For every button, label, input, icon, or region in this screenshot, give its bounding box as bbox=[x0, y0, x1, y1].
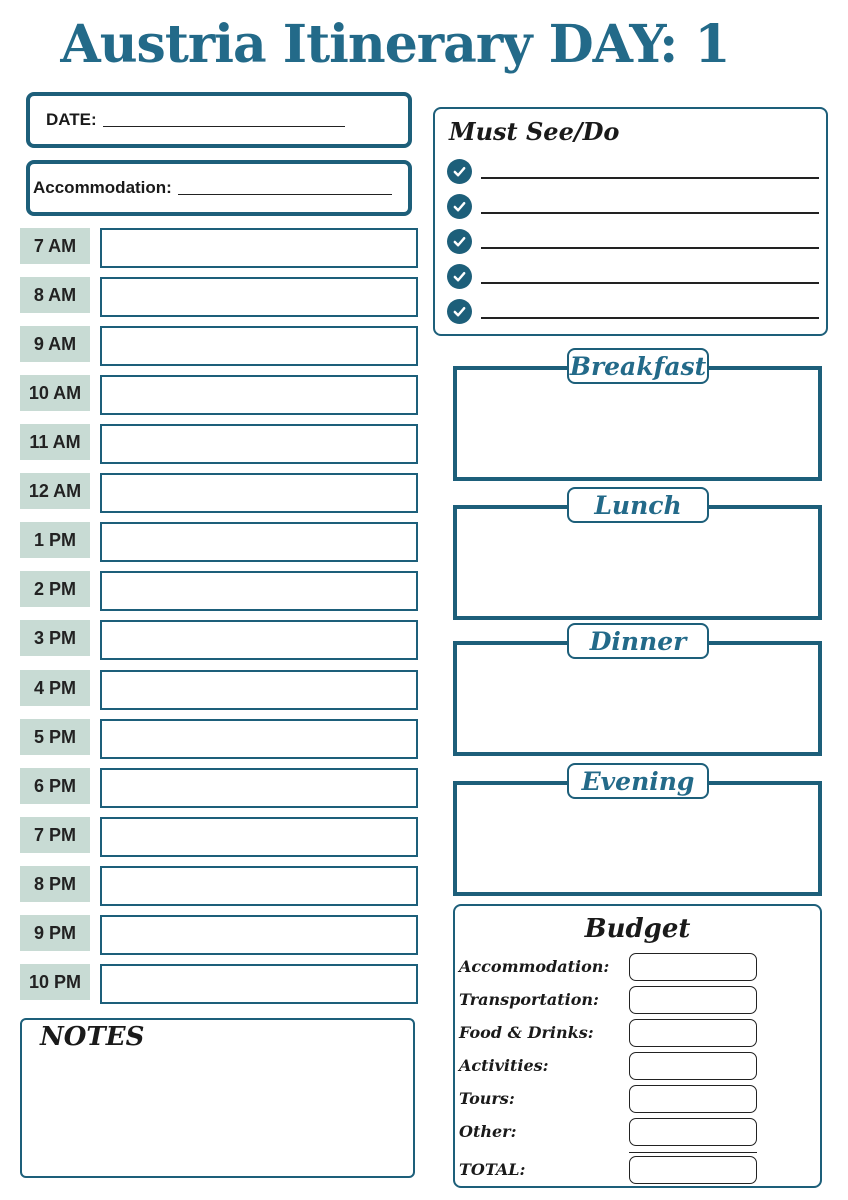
schedule-row bbox=[20, 915, 420, 955]
schedule-entry-field[interactable] bbox=[100, 817, 418, 857]
schedule-entry-field[interactable] bbox=[100, 522, 418, 562]
checklist-item[interactable] bbox=[447, 264, 819, 290]
time-label: 2 PM bbox=[20, 571, 90, 607]
dinner-label: Dinner bbox=[567, 623, 709, 659]
schedule-entry-field[interactable] bbox=[100, 719, 418, 759]
check-circle-icon[interactable] bbox=[447, 299, 472, 324]
evening-box[interactable] bbox=[453, 766, 822, 896]
schedule-row bbox=[20, 326, 420, 366]
schedule-entry-field[interactable] bbox=[100, 620, 418, 660]
schedule-entry-field[interactable] bbox=[100, 768, 418, 808]
schedule-row bbox=[20, 375, 420, 415]
budget-amount-field[interactable] bbox=[629, 1118, 757, 1146]
budget-total-row bbox=[459, 1156, 759, 1184]
time-label: 12 AM bbox=[20, 473, 90, 509]
budget-label: Food & Drinks: bbox=[459, 1023, 594, 1042]
schedule-row bbox=[20, 866, 420, 906]
checklist-line bbox=[481, 212, 819, 214]
schedule-entry-field[interactable] bbox=[100, 326, 418, 366]
schedule-entry-field[interactable] bbox=[100, 473, 418, 513]
schedule-entry-field[interactable] bbox=[100, 424, 418, 464]
check-circle-icon[interactable] bbox=[447, 229, 472, 254]
budget-amount-field[interactable] bbox=[629, 986, 757, 1014]
notes-box[interactable] bbox=[20, 1018, 415, 1178]
date-line bbox=[103, 126, 345, 127]
schedule-row bbox=[20, 768, 420, 808]
budget-row bbox=[459, 1052, 759, 1080]
schedule-row bbox=[20, 964, 420, 1004]
budget-label: Other: bbox=[459, 1122, 517, 1141]
schedule-entry-field[interactable] bbox=[100, 866, 418, 906]
budget-row bbox=[459, 1019, 759, 1047]
schedule-entry-field[interactable] bbox=[100, 964, 418, 1004]
budget-total-label: TOTAL: bbox=[459, 1160, 526, 1179]
time-label: 9 AM bbox=[20, 326, 90, 362]
budget-amount-field[interactable] bbox=[629, 953, 757, 981]
time-label: 10 PM bbox=[20, 964, 90, 1000]
schedule-entry-field[interactable] bbox=[100, 670, 418, 710]
schedule-row bbox=[20, 473, 420, 513]
must-see-panel bbox=[433, 107, 828, 336]
budget-label: Transportation: bbox=[459, 990, 599, 1009]
budget-total-field[interactable] bbox=[629, 1156, 757, 1184]
check-circle-icon[interactable] bbox=[447, 194, 472, 219]
schedule-row bbox=[20, 719, 420, 759]
checklist-item[interactable] bbox=[447, 194, 819, 220]
time-label: 8 PM bbox=[20, 866, 90, 902]
budget-label: Accommodation: bbox=[459, 957, 610, 976]
time-label: 5 PM bbox=[20, 719, 90, 755]
schedule-row bbox=[20, 522, 420, 562]
check-circle-icon[interactable] bbox=[447, 159, 472, 184]
budget-amount-field[interactable] bbox=[629, 1052, 757, 1080]
schedule-row bbox=[20, 620, 420, 660]
budget-row bbox=[459, 953, 759, 981]
budget-label: Activities: bbox=[459, 1056, 549, 1075]
checklist-line bbox=[481, 177, 819, 179]
breakfast-label: Breakfast bbox=[567, 348, 709, 384]
budget-row bbox=[459, 1085, 759, 1113]
schedule-row bbox=[20, 670, 420, 710]
accommodation-label: Accommodation: bbox=[33, 178, 172, 197]
budget-heading: Budget bbox=[584, 914, 691, 944]
time-label: 7 PM bbox=[20, 817, 90, 853]
schedule-row bbox=[20, 424, 420, 464]
time-label: 7 AM bbox=[20, 228, 90, 264]
must-see-heading: Must See/Do bbox=[449, 117, 620, 146]
time-label: 3 PM bbox=[20, 620, 90, 656]
budget-row bbox=[459, 986, 759, 1014]
schedule-entry-field[interactable] bbox=[100, 375, 418, 415]
budget-amount-field[interactable] bbox=[629, 1085, 757, 1113]
checklist-item[interactable] bbox=[447, 229, 819, 255]
breakfast-box[interactable] bbox=[453, 351, 822, 481]
notes-heading: NOTES bbox=[40, 1022, 145, 1052]
time-label: 1 PM bbox=[20, 522, 90, 558]
checklist-item[interactable] bbox=[447, 159, 819, 185]
schedule-row bbox=[20, 277, 420, 317]
lunch-label: Lunch bbox=[567, 487, 709, 523]
accommodation-line bbox=[178, 194, 392, 195]
schedule-row bbox=[20, 228, 420, 268]
time-label: 6 PM bbox=[20, 768, 90, 804]
check-circle-icon[interactable] bbox=[447, 264, 472, 289]
evening-label: Evening bbox=[567, 763, 709, 799]
schedule-entry-field[interactable] bbox=[100, 228, 418, 268]
schedule-entry-field[interactable] bbox=[100, 571, 418, 611]
date-label: DATE: bbox=[46, 110, 97, 129]
schedule-row bbox=[20, 571, 420, 611]
budget-amount-field[interactable] bbox=[629, 1019, 757, 1047]
page-title: Austria Itinerary DAY: 1 bbox=[60, 14, 730, 75]
checklist-line bbox=[481, 247, 819, 249]
schedule-entry-field[interactable] bbox=[100, 277, 418, 317]
budget-row bbox=[459, 1118, 759, 1146]
date-field[interactable] bbox=[26, 92, 412, 148]
total-divider bbox=[629, 1152, 757, 1153]
dinner-box[interactable] bbox=[453, 626, 822, 756]
checklist-line bbox=[481, 282, 819, 284]
time-label: 10 AM bbox=[20, 375, 90, 411]
time-label: 4 PM bbox=[20, 670, 90, 706]
lunch-box[interactable] bbox=[453, 490, 822, 620]
time-label: 9 PM bbox=[20, 915, 90, 951]
checklist-item[interactable] bbox=[447, 299, 819, 325]
time-label: 11 AM bbox=[20, 424, 90, 460]
schedule-row bbox=[20, 817, 420, 857]
budget-panel bbox=[453, 904, 822, 1188]
schedule-entry-field[interactable] bbox=[100, 915, 418, 955]
accommodation-field[interactable] bbox=[26, 160, 412, 216]
checklist-line bbox=[481, 317, 819, 319]
time-label: 8 AM bbox=[20, 277, 90, 313]
budget-label: Tours: bbox=[459, 1089, 515, 1108]
